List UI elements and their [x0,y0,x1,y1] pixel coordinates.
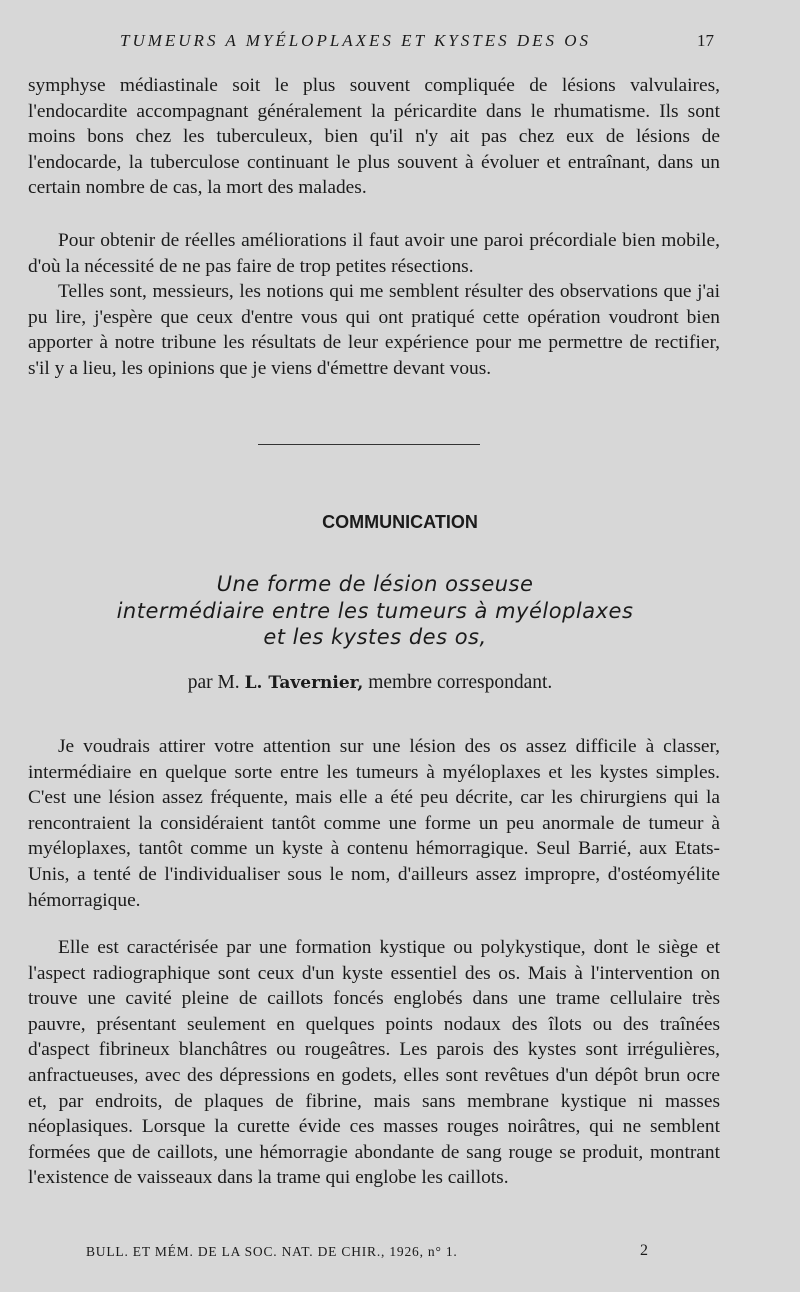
page-number: 17 [697,31,714,50]
body-paragraph-2: Elle est caractérisée par une formation kystique ou polykystique, dont le siège et l'aspect radiographique sont ceux d'un kyste essentiel des os. Mais à l'intervention on trouve une cavité pleine de caillots foncés englobés dans une trame cellulaire très pauvre, présentant seulement en quelques points nodaux des îlots ou des traînées d'aspect fibrineux blanchâtres ou rougeâtres. Les parois des kystes sont irrégulières, anfractueuses, avec des dépressions en godets, elles sont revêtues d'un dépôt brun ocre et, par endroits, de plaques de fibrine, mais sans membrane kystique ni masses néoplasiques. Lorsque la curette évide ces masses rouges noirâtres, qui ne semblent formées que de caillots, une hémorragie abondante de sang rouge se produit, montrant l'existence de vaisseaux dans la trame qui englobe les caillots. [28,937,720,1189]
section-divider [258,444,480,445]
article-author [0,672,740,694]
article-title-line: Une forme de lésion osseuse [216,572,534,596]
intro-paragraph-3: Telles sont, messieurs, les notions qui me semblent résulter des observations que j'ai pu lire, j'espère que ceux d'entre vous qui ont pratiqué cette opération voudront bien apporter à notre tribune les résultats de leur expérience pour me permettre de rectifier, s'il y a lieu, les opinions que je viens d'émettre devant vous. [28,281,720,379]
author-suffix: membre correspondant. [368,672,553,693]
signature-number: 2 [640,1242,648,1259]
author-name: L. Tavernier, [244,673,364,693]
body-paragraph-1: Je voudrais attirer votre attention sur une lésion des os assez difficile à classer, intermédiaire en quelque sorte entre les tumeurs à myéloplaxes et les kystes simples. C'est une lésion assez fréquente, mais elle a été peu décrite, car les chirurgiens qui la rencontraient la considéraient tantôt comme une forme un peu anormale de tumeur à myéloplaxes, tantôt comme un kyste à contenu hémorragique. Seul Barrié, aux Etats-Unis, a tenté de l'individualiser sous le nom, d'ailleurs assez impropre, d'ostéomyélite hémorragique. [28,736,720,911]
author-prefix: par M. [187,672,240,693]
article-title-line: intermédiaire entre les tumeurs à myéloplaxes [116,598,634,623]
article-title-line: et les kystes des os, [263,625,487,649]
running-title: TUMEURS A MYÉLOPLAXES ET KYSTES DES OS [120,31,592,50]
intro-paragraph-2: Pour obtenir de réelles améliorations il faut avoir une paroi précordiale bien mobile, d'où la nécessité de ne pas faire de trop petites résections. [28,230,720,277]
article-title [0,571,750,651]
section-heading: COMMUNICATION [322,512,478,532]
footer-citation: BULL. ET MÉM. DE LA SOC. NAT. DE CHIR., 1926, n° 1. [86,1244,458,1259]
intro-paragraph-1: symphyse médiastinale soit le plus souvent compliquée de lésions valvulaires, l'endocardite accompagnant généralement la péricardite dans le rhumatisme. Ils sont moins bons chez les tuberculeux, bien qu'il n'y ait pas chez eux de lésions de l'endocarde, la tuberculose continuant le plus souvent à évoluer et entraînant, dans un certain nombre de cas, la mort des malades. [28,75,720,199]
